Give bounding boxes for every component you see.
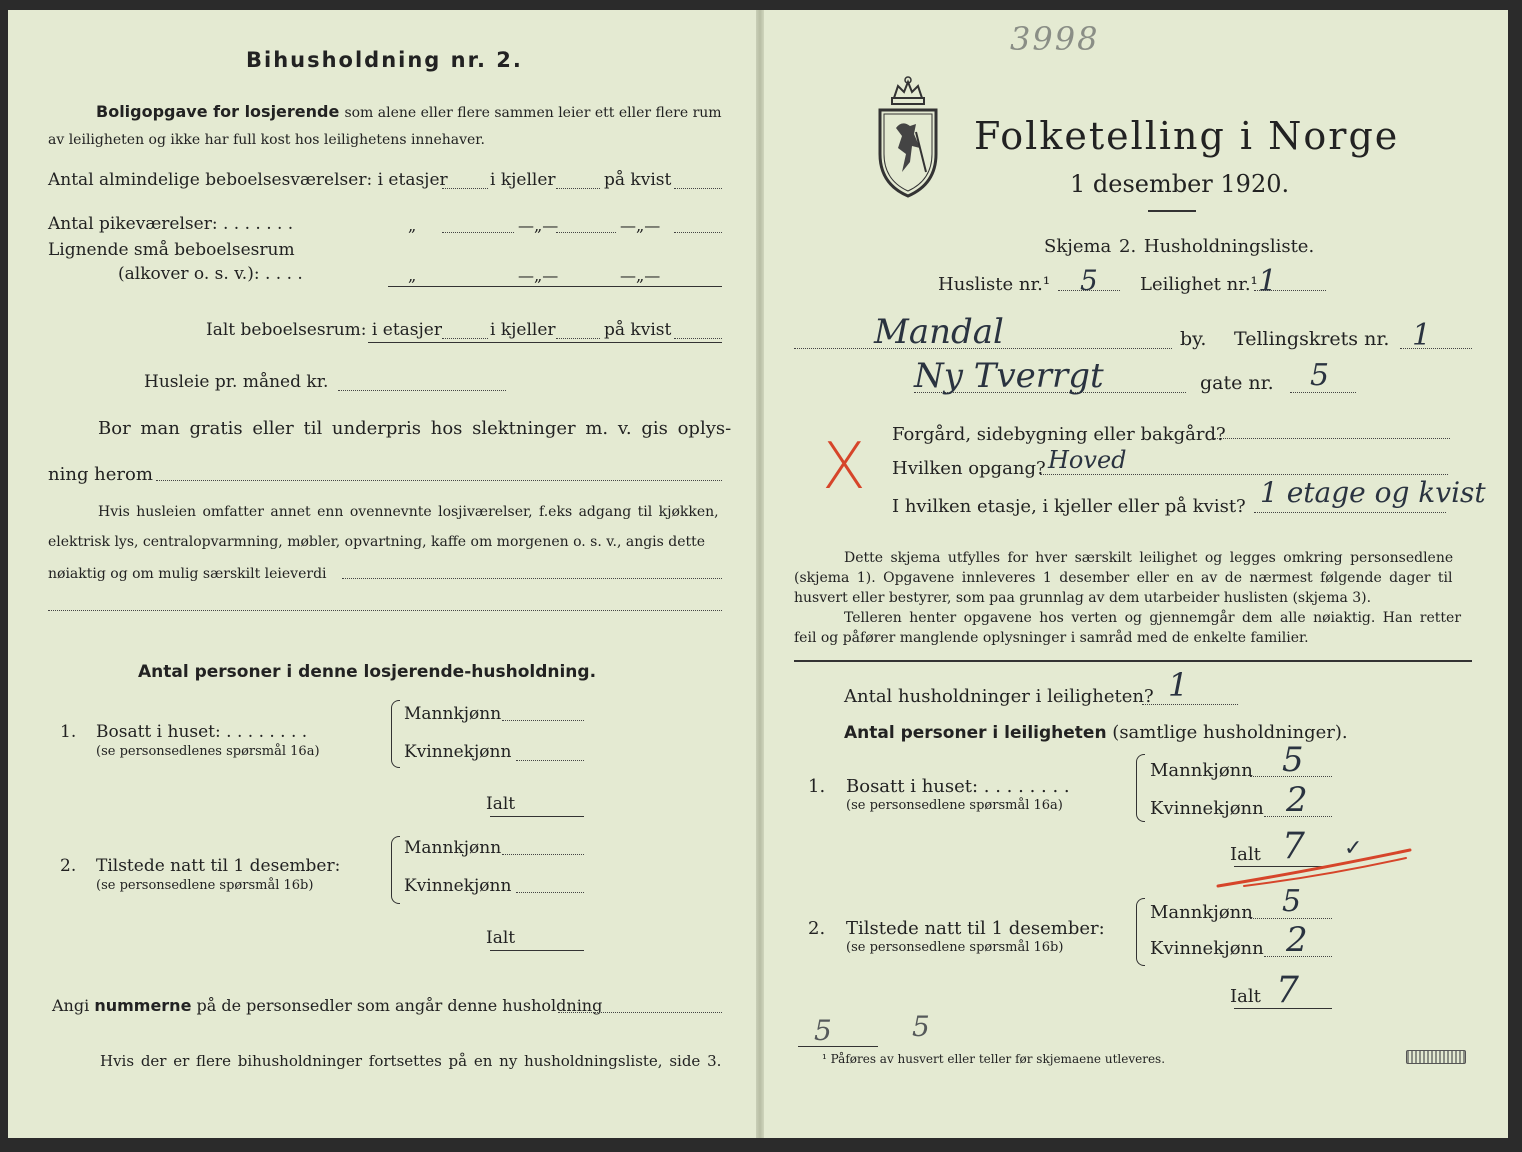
left-footer: Hvis der er flere bihusholdninger fortsettes på en ny husholdningsliste, side 3. — [100, 1052, 722, 1070]
left-bosatt-num: 1. — [60, 722, 77, 742]
left-bosatt-mann-label: Mannkjønn — [404, 704, 502, 724]
right-bosatt-brace — [1136, 754, 1145, 822]
left-tilstede-ialt-line — [490, 950, 584, 951]
angi-line: Angi nummerne på de personsedler som angår denne husholdning — [52, 996, 603, 1015]
footnote: ¹ Påføres av husvert eller teller før skjemaene utleveres. — [822, 1052, 1166, 1066]
antal-pers-heading: Antal personer i leiligheten (samtlige husholdninger). — [844, 722, 1348, 743]
right-tilstede-brace — [1136, 898, 1145, 966]
right-tilstede-num: 2. — [808, 918, 826, 939]
left-tilstede-ialt-label: Ialt — [486, 928, 516, 948]
rooms-kjeller-label: i kjeller — [490, 170, 556, 190]
right-bosatt-mann-label: Mannkjønn — [1150, 760, 1253, 781]
left-tilstede-kvinne-label: Kvinnekjønn — [404, 876, 512, 896]
left-bosatt-ialt-line — [490, 816, 584, 817]
opgang-field[interactable] — [1040, 474, 1448, 475]
left-bosatt-sub: (se personsedlenes spørsmål 16a) — [96, 744, 320, 759]
krets-value: 1 — [1412, 318, 1432, 353]
antal-hush-field[interactable] — [1142, 704, 1238, 705]
intro-line-1: Boligopgave for losjerende som alene eller flere sammen leier ett eller flere rum — [96, 102, 722, 121]
skjema-label: Skjema 2. Husholdningsliste. — [1044, 236, 1315, 257]
ialt-kjeller-label: i kjeller — [490, 320, 556, 340]
bor-line-2: ning herom — [48, 464, 153, 485]
ditto-mark: —„— — [518, 216, 559, 235]
intro-line-2: av leiligheten og ikke har full kost hos leilighetens innehaver. — [48, 132, 485, 148]
left-bosatt-mann-field[interactable] — [502, 720, 584, 721]
by-label: by. — [1180, 328, 1207, 350]
ialt-kjeller-field[interactable] — [556, 338, 600, 339]
gate-value: Ny Tverrgt — [914, 356, 1104, 396]
left-tilstede-num: 2. — [60, 856, 77, 876]
gate-label: gate nr. — [1200, 372, 1274, 394]
leieverdi-field-2[interactable] — [48, 610, 722, 611]
rooms-kjeller-field[interactable] — [556, 188, 600, 189]
husleie-field[interactable] — [338, 390, 506, 391]
page-fold — [756, 10, 764, 1138]
left-tilstede-mann-label: Mannkjønn — [404, 838, 502, 858]
teller-line-1: Telleren henter opgavene hos verten og gjennemgår dem alle nøiaktig. Han retter — [844, 610, 1462, 626]
left-tilstede-sub: (se personsedlene spørsmål 16b) — [96, 878, 314, 893]
left-page — [8, 10, 756, 1138]
teller-line-2: feil og påfører manglende oplysninger i samråd med de enkelte familier. — [794, 630, 1309, 646]
right-bosatt-num: 1. — [808, 776, 826, 797]
archive-number: 3998 — [1010, 20, 1100, 58]
ialt-kvist-field[interactable] — [674, 338, 722, 339]
left-tilstede-brace — [391, 836, 400, 904]
hvis-line-3: nøiaktig og om mulig særskilt leieverdi — [48, 566, 327, 582]
bottom-mark-2: 5 — [912, 1010, 930, 1043]
by-value: Mandal — [874, 312, 1004, 352]
husliste-label: Husliste nr.¹ — [938, 274, 1051, 295]
ialt-rooms-underline — [368, 342, 722, 343]
ialt-etasjer-field[interactable] — [442, 338, 488, 339]
ialt-kvist-label: på kvist — [604, 320, 672, 340]
right-tilstede-ialt-value: 7 — [1276, 970, 1299, 1011]
rooms-kvist-field[interactable] — [674, 188, 722, 189]
etasje-value: 1 etage og kvist — [1260, 476, 1486, 509]
leieverdi-field[interactable] — [342, 578, 722, 579]
leilighet-value: 1 — [1258, 264, 1278, 299]
title-rule — [1148, 210, 1196, 212]
right-tilstede-kvinne-value: 2 — [1286, 920, 1308, 960]
check-mark: ✓ — [1344, 836, 1363, 861]
ditto-mark: —„— — [620, 216, 661, 235]
forgard-label: Forgård, sidebygning eller bakgård? — [892, 424, 1226, 445]
antal-hush-value: 1 — [1168, 666, 1189, 704]
left-antal-heading: Antal personer i denne losjerende-husholdning. — [138, 662, 597, 682]
hvis-line-2: elektrisk lys, centralopvarmning, møbler, opvartning, kaffe om morgenen o. s. v., angis dette — [48, 534, 706, 550]
bottom-mark-1: 5 — [814, 1014, 832, 1047]
bor-line-1: Bor man gratis eller til underpris hos slektninger m. v. gis oplys- — [98, 418, 732, 439]
printer-stamp-icon — [1406, 1050, 1466, 1064]
dette-line-1: Dette skjema utfylles for hver særskilt leilighet og legges omkring personsedlene — [844, 550, 1454, 566]
right-tilstede-mann-label: Mannkjønn — [1150, 902, 1253, 923]
rooms-label: Antal almindelige beboelsesværelser: i etasjer — [48, 170, 448, 190]
left-title: Bihusholdning nr. 2. — [246, 48, 523, 72]
opgang-value: Hoved — [1048, 446, 1127, 474]
antal-hush-label: Antal husholdninger i leiligheten? — [844, 686, 1154, 707]
krets-field[interactable] — [1400, 348, 1472, 349]
right-tilstede-mann-value: 5 — [1282, 884, 1302, 919]
lignende-underline — [388, 286, 722, 287]
left-tilstede-mann-field[interactable] — [502, 854, 584, 855]
right-page — [764, 10, 1508, 1138]
right-bosatt-ialt-label: Ialt — [1230, 844, 1261, 865]
angi-field[interactable] — [558, 1012, 722, 1013]
left-tilstede-label: Tilstede natt til 1 desember: — [96, 856, 341, 876]
forgard-field[interactable] — [1214, 438, 1450, 439]
left-tilstede-kvinne-field[interactable] — [516, 892, 584, 893]
leilighet-label: Leilighet nr.¹ — [1140, 274, 1258, 295]
ialt-rooms-label: Ialt beboelsesrum: i etasjer — [206, 320, 442, 340]
husliste-value: 5 — [1080, 264, 1098, 297]
right-bosatt-label: Bosatt i huset: . . . . . . . . — [846, 776, 1070, 797]
lignende-label-2: (alkover o. s. v.): . . . . — [118, 264, 303, 284]
pike-etasjer-field[interactable] — [442, 232, 514, 233]
left-bosatt-kvinne-label: Kvinnekjønn — [404, 742, 512, 762]
etasje-field[interactable] — [1254, 512, 1446, 513]
right-bosatt-sub: (se personsedlene spørsmål 16a) — [846, 798, 1063, 813]
ditto-mark: —„— — [620, 266, 661, 285]
ditto-mark: „ — [408, 216, 417, 235]
lignende-label-1: Lignende små beboelsesrum — [48, 240, 295, 260]
ditto-mark: „ — [408, 266, 417, 285]
pike-kjeller-field[interactable] — [556, 232, 616, 233]
rooms-etasjer-field[interactable] — [442, 188, 488, 189]
dette-line-3: husvert eller bestyrer, som paa grunnlag av dem utarbeider huslisten (skjema 3). — [794, 590, 1372, 606]
norway-coat-of-arms-icon — [872, 76, 944, 200]
husleie-label: Husleie pr. måned kr. — [144, 372, 329, 392]
dette-line-2: (skjema 1). Opgavene innleveres 1 desember eller en av de nærmest følgende dager til — [794, 570, 1453, 586]
right-tilstede-ialt-label: Ialt — [1230, 986, 1261, 1007]
pike-kvist-field[interactable] — [674, 232, 722, 233]
right-tilstede-kvinne-label: Kvinnekjønn — [1150, 938, 1264, 959]
red-underline-stroke — [1214, 842, 1414, 892]
census-sheet — [8, 10, 1508, 1138]
bor-field[interactable] — [156, 480, 722, 481]
red-cross-mark: X — [822, 430, 866, 504]
left-bosatt-ialt-label: Ialt — [486, 794, 516, 814]
left-bosatt-kvinne-field[interactable] — [516, 760, 584, 761]
census-date: 1 desember 1920. — [1070, 170, 1290, 198]
left-bosatt-label: Bosatt i huset: . . . . . . . . — [96, 722, 308, 742]
ditto-mark: —„— — [518, 266, 559, 285]
instructions-rule — [794, 660, 1472, 662]
right-bosatt-kvinne-value: 2 — [1286, 780, 1308, 820]
footnote-rule — [798, 1046, 878, 1047]
etasje-label: I hvilken etasje, i kjeller eller på kvist? — [892, 496, 1246, 517]
right-tilstede-sub: (se personsedlene spørsmål 16b) — [846, 940, 1064, 955]
krets-label: Tellingskrets nr. — [1234, 328, 1390, 350]
right-title: Folketelling i Norge — [974, 114, 1400, 158]
right-bosatt-kvinne-label: Kvinnekjønn — [1150, 798, 1264, 819]
pike-label: Antal pikeværelser: . . . . . . . — [48, 214, 294, 234]
right-tilstede-label: Tilstede natt til 1 desember: — [846, 918, 1105, 939]
gate-nr-value: 5 — [1310, 358, 1330, 393]
hvis-line-1: Hvis husleien omfatter annet enn ovennevnte losjiværelser, f.eks adgang til kjøkken, — [98, 504, 719, 520]
right-bosatt-mann-value: 5 — [1282, 740, 1304, 780]
right-bosatt-ialt-value: 7 — [1282, 826, 1305, 867]
opgang-label: Hvilken opgang? — [892, 458, 1046, 479]
left-bosatt-brace — [391, 700, 400, 768]
rooms-kvist-label: på kvist — [604, 170, 672, 190]
